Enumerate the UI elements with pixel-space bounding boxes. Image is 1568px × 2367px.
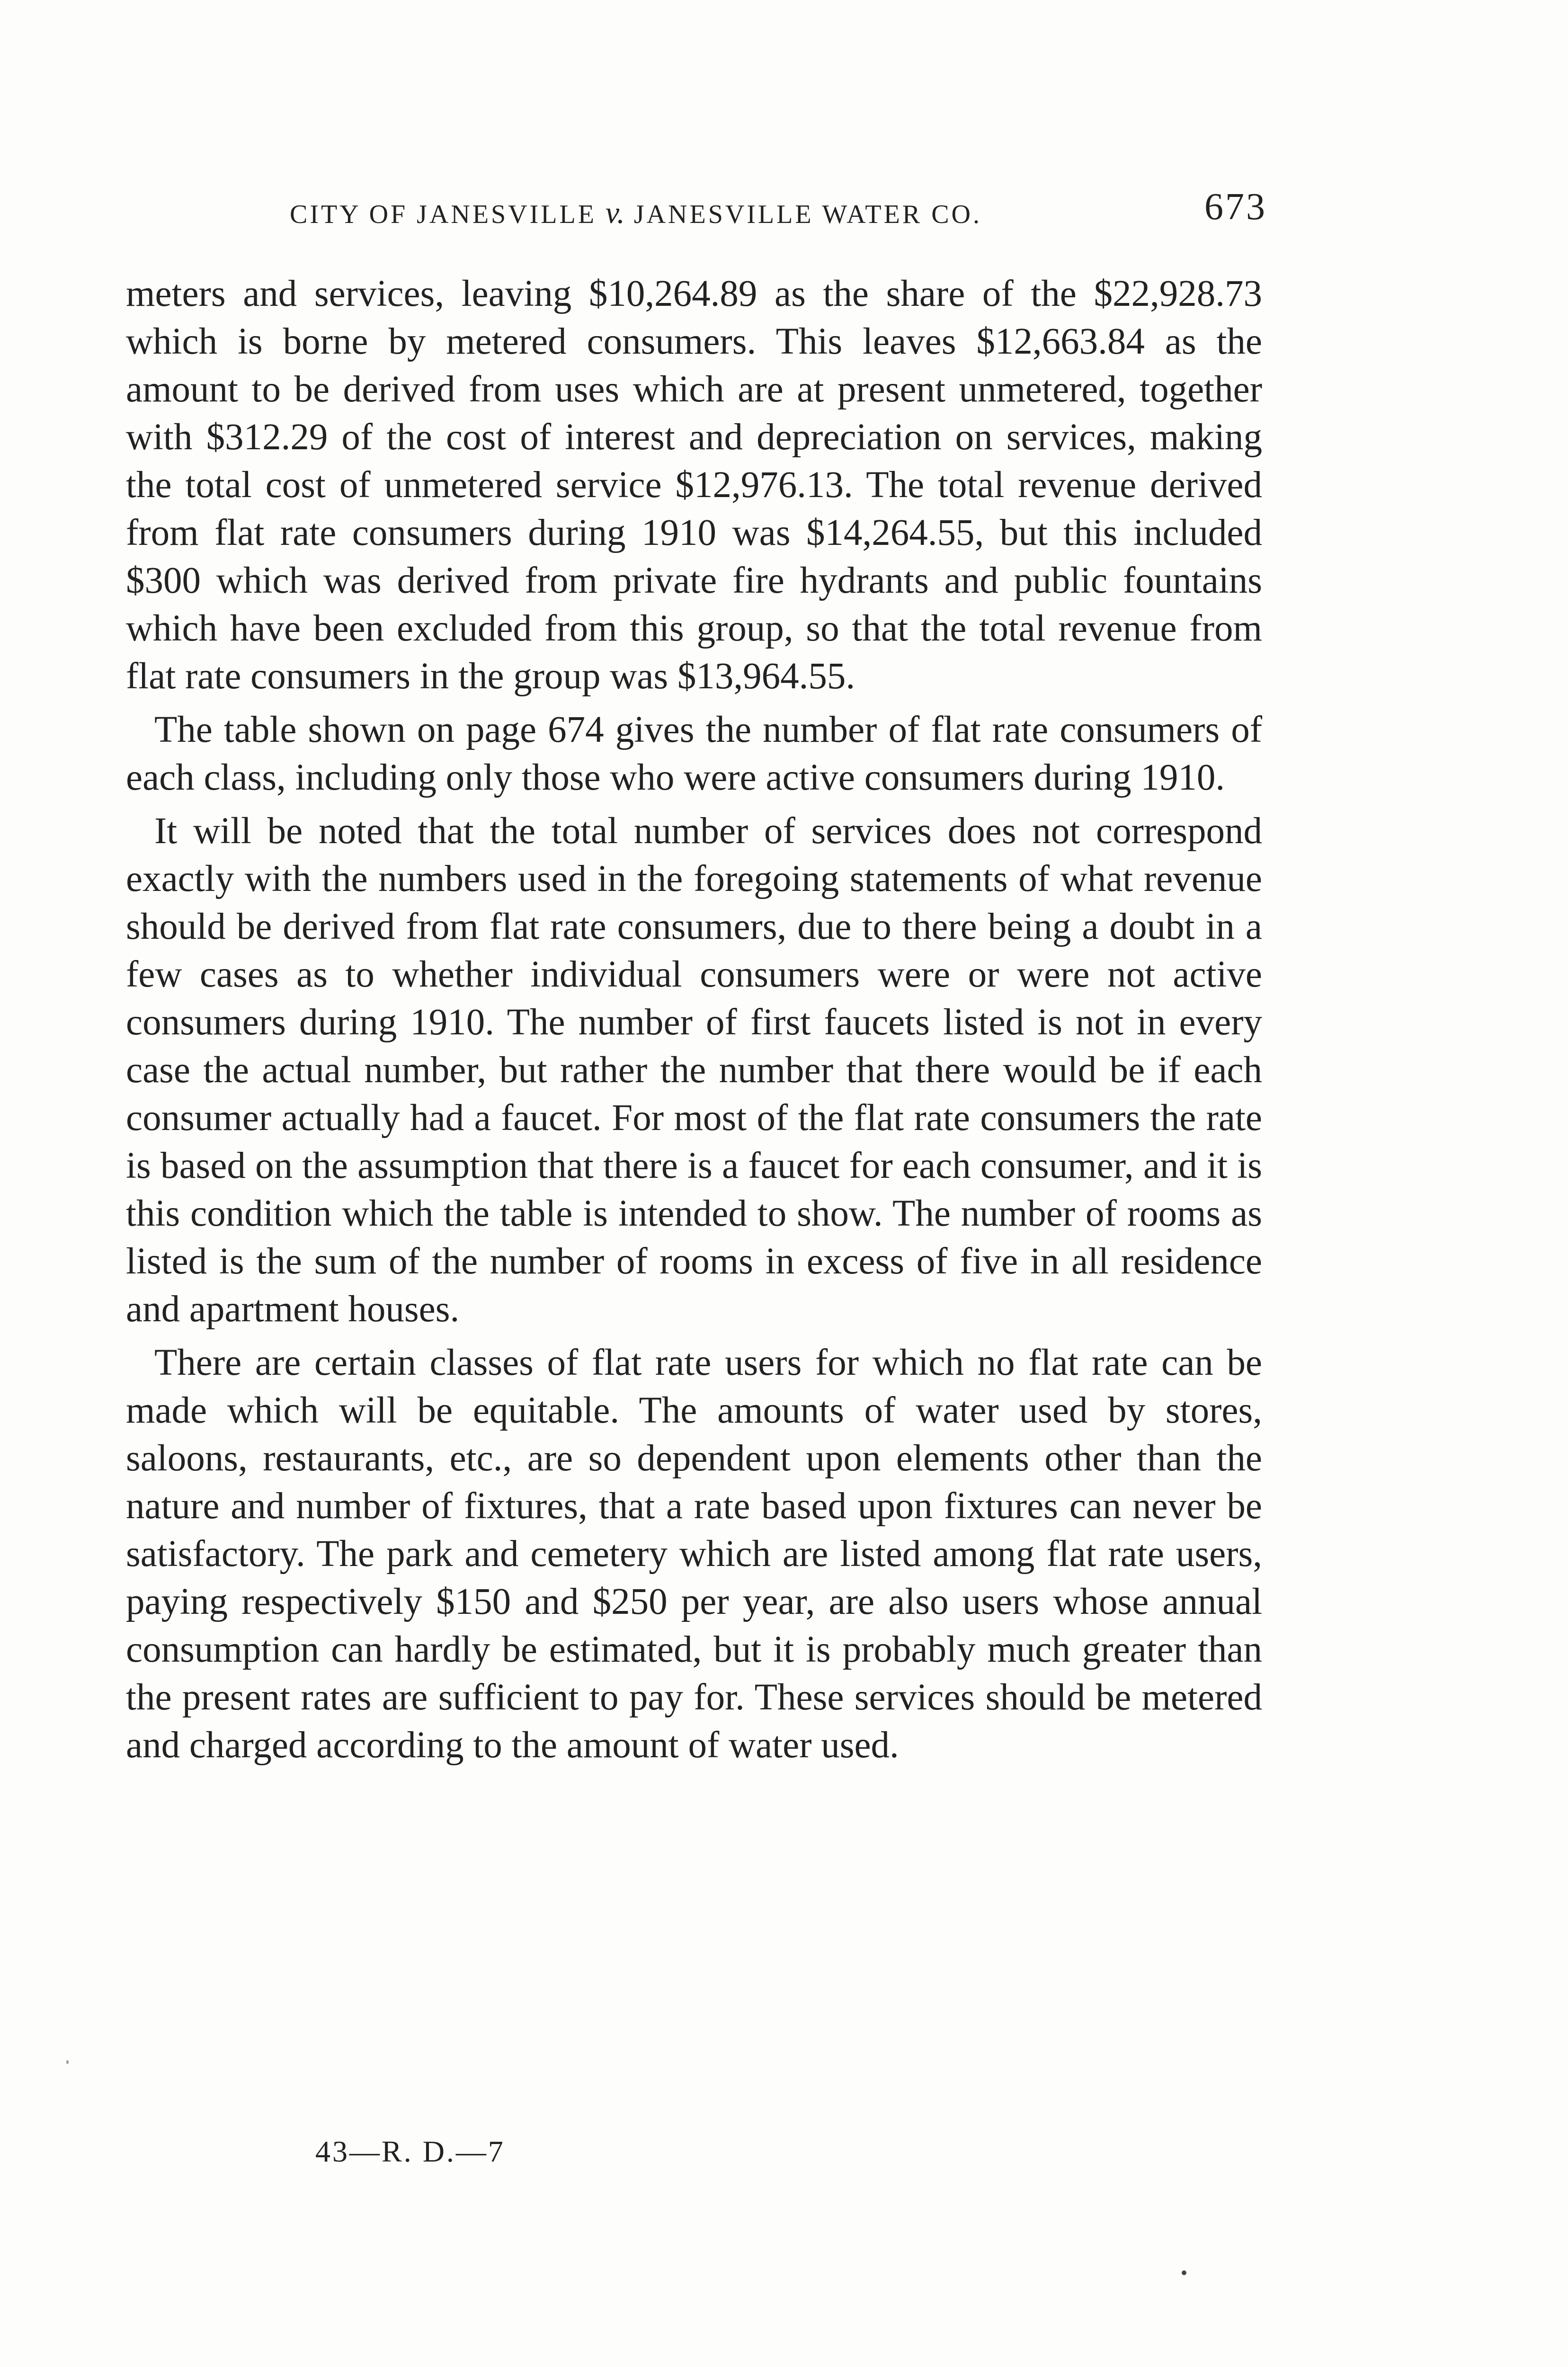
paragraph-3: It will be noted that the total number of services does not correspond exactly with the numbers used in the foregoing statements of what revenue should be derived from flat rate consumers, due to there being a doubt in a few cases as to whether individual consumers were or were not active consumers during 1910. The number of first faucets listed is not in every case the actual number, but rather the number that there would be if each consumer actually had a faucet. For most of the flat rate consumers the rate is based on the assumption that there is a faucet for each consumer, and it is this condition which the table is intended to show. The number of rooms as listed is the sum of the number of rooms in excess of five in all residence and apartment houses. <box>126 810 1262 1330</box>
paragraph-2: The table shown on page 674 gives the number of flat rate consumers of each class, including only those who were active consumers during 1910. <box>126 709 1262 798</box>
running-head-title-part1: CITY OF JANESVILLE <box>290 200 606 229</box>
paragraph-4: There are certain classes of flat rate users for which no flat rate can be made which will be equitable. The amounts of water used by stores, saloons, restaurants, etc., are so dependent upon elements other than the nature and number of fixtures, that a rate based upon fixtures can never be satisfactory. The park and cemetery which are listed among flat rate users, paying respectively $150 and $250 per year, are also users whose annual consumption can hardly be estimated, but it is probably much greater than the present rates are sufficient to pay for. These services should be metered and charged according to the amount of water used. <box>126 1342 1262 1766</box>
page-number: 673 <box>1204 186 1267 228</box>
paragraph-1: meters and services, leaving $10,264.89 as the share of the $22,928.73 which is borne by metered consumers. This leaves $12,663.84 as the amount to be derived from uses which are at present unmetered, together with $312.29 of the cost of interest and depreciation on services, making the total cost of unmetered service $12,976.13. The total revenue derived from flat rate consumers during 1910 was $14,264.55, but this included $300 which was derived from private fire hydrants and public fountains which have been excluded from this group, so that the total revenue from flat rate consumers in the group was $13,964.55. <box>126 273 1262 697</box>
running-head-title <box>290 195 982 231</box>
running-head-title-part2: JANESVILLE WATER CO. <box>624 200 982 229</box>
running-head-versus: v. <box>605 196 625 230</box>
running-head <box>126 186 1267 230</box>
speck-mark <box>66 2060 69 2064</box>
speck-mark <box>1182 2270 1186 2275</box>
body-text <box>126 270 1262 1775</box>
signature-mark: 43—R. D.—7 <box>315 2135 505 2168</box>
